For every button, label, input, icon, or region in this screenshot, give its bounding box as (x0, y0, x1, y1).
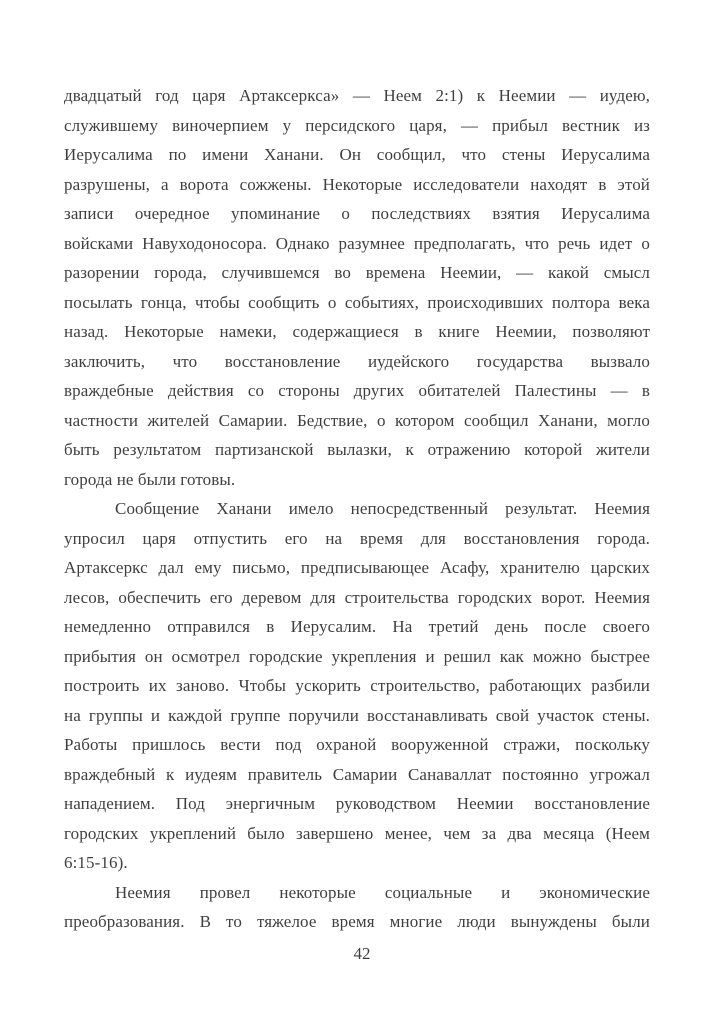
text-line: прибытия он осмотрел городские укрепления и решил как можно быстрее (64, 646, 650, 666)
text-line: двадцатый год царя Артаксеркса» — Неем 2:1) к Неемии — иудею, (64, 86, 650, 105)
text-line: назад. Некоторые намеки, содержащиеся в книге Неемии, позволяют (64, 322, 650, 341)
text-line: Работы пришлось вести под охраной вооруженной стражи, поскольку (64, 735, 650, 754)
page-number: 42 (353, 944, 371, 963)
text-line: посылать гонца, чтобы сообщить о событиях, происходивших полтора века (64, 292, 650, 312)
text-line: Артаксеркс дал ему письмо, предписывающее Асафу, хранителю царских (64, 558, 650, 577)
text-line: войсками Навуходоносора. Однако разумнее предполагать, что речь идет о (64, 233, 650, 253)
paragraph (64, 494, 650, 878)
text-line: преобразования. В то тяжелое время многие люди вынуждены были (64, 912, 650, 931)
document-text (64, 81, 650, 937)
text-line: Неемия провел некоторые социальные и экономические (115, 882, 650, 902)
text-line: Иерусалима по имени Ханани. Он сообщил, что стены Иерусалима (64, 145, 650, 164)
text-line: записи очередное упоминание о последствиях взятия Иерусалима (64, 204, 650, 223)
text-line: разорении города, случившемся во времена Неемии, — какой смысл (64, 263, 650, 282)
text-line: на группы и каждой группе поручили восстанавливать свой участок стены. (64, 705, 650, 725)
text-line: заключить, что восстановление иудейского государства вызвало (64, 351, 650, 371)
text-line: служившему виночерпием у персидского царя, — прибыл вестник из (64, 115, 650, 135)
text-line: построить их заново. Чтобы ускорить строительство, работающих разбили (64, 676, 650, 695)
paragraph (64, 878, 650, 937)
text-line: лесов, обеспечить его деревом для строительства городских ворот. Неемия (64, 587, 650, 607)
text-line: нападением. Под энергичным руководством Неемии восстановление (64, 794, 650, 813)
text-line: враждебные действия со стороны других обитателей Палестины — в (64, 381, 650, 400)
text-line: города не были готовы. (64, 469, 236, 489)
text-line: Сообщение Ханани имело непосредственный результат. Неемия (115, 499, 650, 518)
text-line: упросил царя отпустить его на время для восстановления города. (64, 528, 650, 548)
text-line: быть результатом партизанской вылазки, к отражению которой жители (64, 440, 650, 459)
text-line: городских укреплений было завершено менее, чем за два месяца (Неем (64, 823, 650, 843)
text-line: 6:15-16). (64, 853, 128, 872)
text-line: частности жителей Самарии. Бедствие, о котором сообщил Ханани, могло (64, 410, 650, 430)
text-line: враждебный к иудеям правитель Самарии Санаваллат постоянно угрожал (64, 764, 650, 784)
paragraph (64, 81, 650, 494)
text-line: немедленно отправился в Иерусалим. На третий день после своего (64, 617, 650, 636)
text-line: разрушены, а ворота сожжены. Некоторые исследователи находят в этой (64, 174, 650, 194)
